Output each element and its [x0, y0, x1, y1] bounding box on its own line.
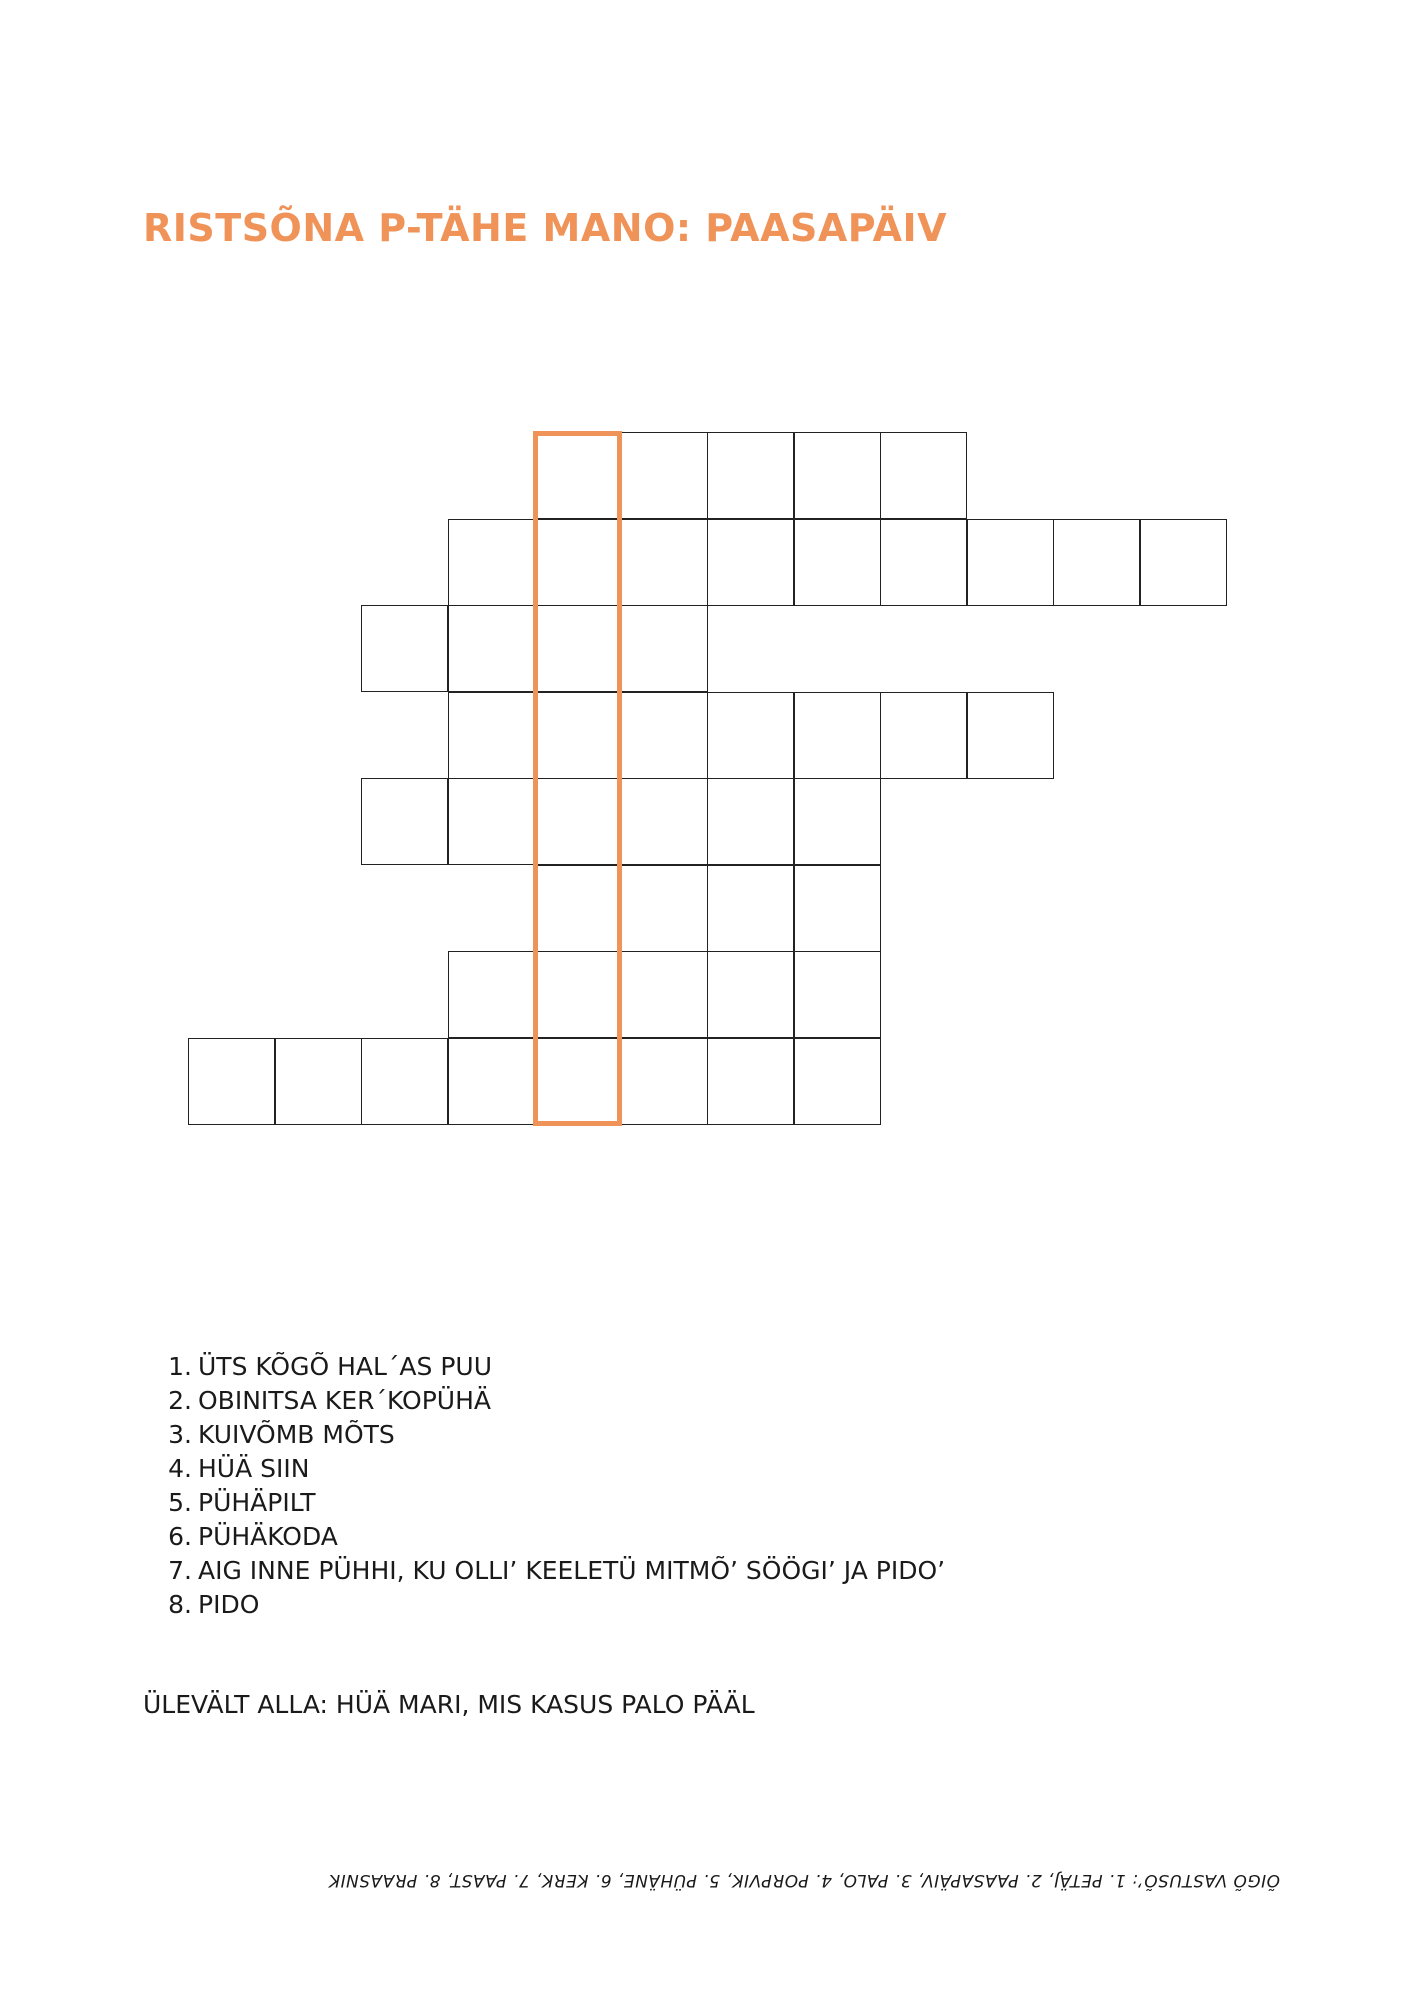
crossword-cell[interactable] [621, 865, 708, 952]
crossword-cell[interactable] [794, 692, 881, 779]
crossword-cell[interactable] [361, 1038, 448, 1125]
clue-item [158, 1350, 945, 1384]
clue-number: 3. [168, 1420, 192, 1449]
clue-item [158, 1418, 945, 1452]
crossword-cell[interactable] [880, 432, 967, 519]
crossword-cell[interactable] [448, 778, 535, 865]
clue-text: PÜHÄPILT [198, 1488, 316, 1517]
crossword-cell[interactable] [361, 605, 448, 692]
crossword-cell[interactable] [275, 1038, 362, 1125]
clue-list [158, 1350, 945, 1622]
clue-text: AIG INNE PÜHHI, KU OLLI’ KEELETÜ MITMÕ’ SÖÖGI’ JA PIDO’ [198, 1556, 946, 1585]
crossword-cell[interactable] [967, 692, 1054, 779]
clue-text: OBINITSA KER´KOPÜHÄ [198, 1386, 491, 1415]
vertical-answer-column [533, 431, 622, 1126]
clue-number: 5. [168, 1488, 192, 1517]
crossword-cell[interactable] [621, 519, 708, 606]
answer-key: ÕIGÕ VASTUSÕ’: 1. PETÄJ, 2. PAASAPÄIV, 3. PALO, 4. PORPVIK, 5. PÜHÄNE, 6. KERK, 7. PAAST, 8. PRAASNIK [328, 1870, 1280, 1890]
crossword-cell[interactable] [707, 778, 794, 865]
crossword-cell[interactable] [1140, 519, 1227, 606]
crossword-cell[interactable] [794, 1038, 881, 1125]
crossword-cell[interactable] [707, 692, 794, 779]
crossword-cell[interactable] [707, 432, 794, 519]
crossword-cell[interactable] [794, 951, 881, 1038]
crossword-cell[interactable] [448, 605, 535, 692]
clue-text: PÜHÄKODA [198, 1522, 338, 1551]
crossword-cell[interactable] [188, 1038, 275, 1125]
crossword-cell[interactable] [621, 605, 708, 692]
clue-item [158, 1486, 945, 1520]
clue-number: 1. [168, 1352, 192, 1381]
clue-item [158, 1588, 945, 1622]
crossword-cell[interactable] [794, 519, 881, 606]
clue-item [158, 1452, 945, 1486]
crossword-cell[interactable] [1053, 519, 1140, 606]
crossword-cell[interactable] [707, 865, 794, 952]
crossword-cell[interactable] [621, 692, 708, 779]
crossword-cell[interactable] [448, 519, 535, 606]
page-title: RISTSÕNA P-TÄHE MANO: PAASAPÄIV [143, 206, 948, 250]
clue-item [158, 1520, 945, 1554]
clue-number: 2. [168, 1386, 192, 1415]
clue-text: KUIVÕMB MÕTS [198, 1420, 395, 1449]
clue-number: 7. [168, 1556, 192, 1585]
crossword-cell[interactable] [448, 951, 535, 1038]
clue-item [158, 1554, 945, 1588]
crossword-cell[interactable] [794, 865, 881, 952]
crossword-cell[interactable] [621, 951, 708, 1038]
crossword-cell[interactable] [448, 692, 535, 779]
crossword-cell[interactable] [794, 432, 881, 519]
vertical-hint: ÜLEVÄLT ALLA: HÜÄ MARI, MIS KASUS PALO PÄÄL [143, 1690, 755, 1719]
clue-text: ÜTS KÕGÕ HAL´AS PUU [198, 1352, 493, 1381]
clue-number: 6. [168, 1522, 192, 1551]
clue-number: 8. [168, 1590, 192, 1619]
crossword-cell[interactable] [707, 1038, 794, 1125]
crossword-cell[interactable] [880, 692, 967, 779]
clue-number: 4. [168, 1454, 192, 1483]
crossword-cell[interactable] [621, 432, 708, 519]
crossword-cell[interactable] [448, 1038, 535, 1125]
crossword-cell[interactable] [621, 778, 708, 865]
clue-text: HÜÄ SIIN [198, 1454, 310, 1483]
crossword-cell[interactable] [794, 778, 881, 865]
crossword-cell[interactable] [707, 519, 794, 606]
crossword-cell[interactable] [967, 519, 1054, 606]
crossword-cell[interactable] [621, 1038, 708, 1125]
crossword-cell[interactable] [707, 951, 794, 1038]
clue-item [158, 1384, 945, 1418]
clue-text: PIDO [198, 1590, 260, 1619]
crossword-cell[interactable] [880, 519, 967, 606]
crossword-cell[interactable] [361, 778, 448, 865]
